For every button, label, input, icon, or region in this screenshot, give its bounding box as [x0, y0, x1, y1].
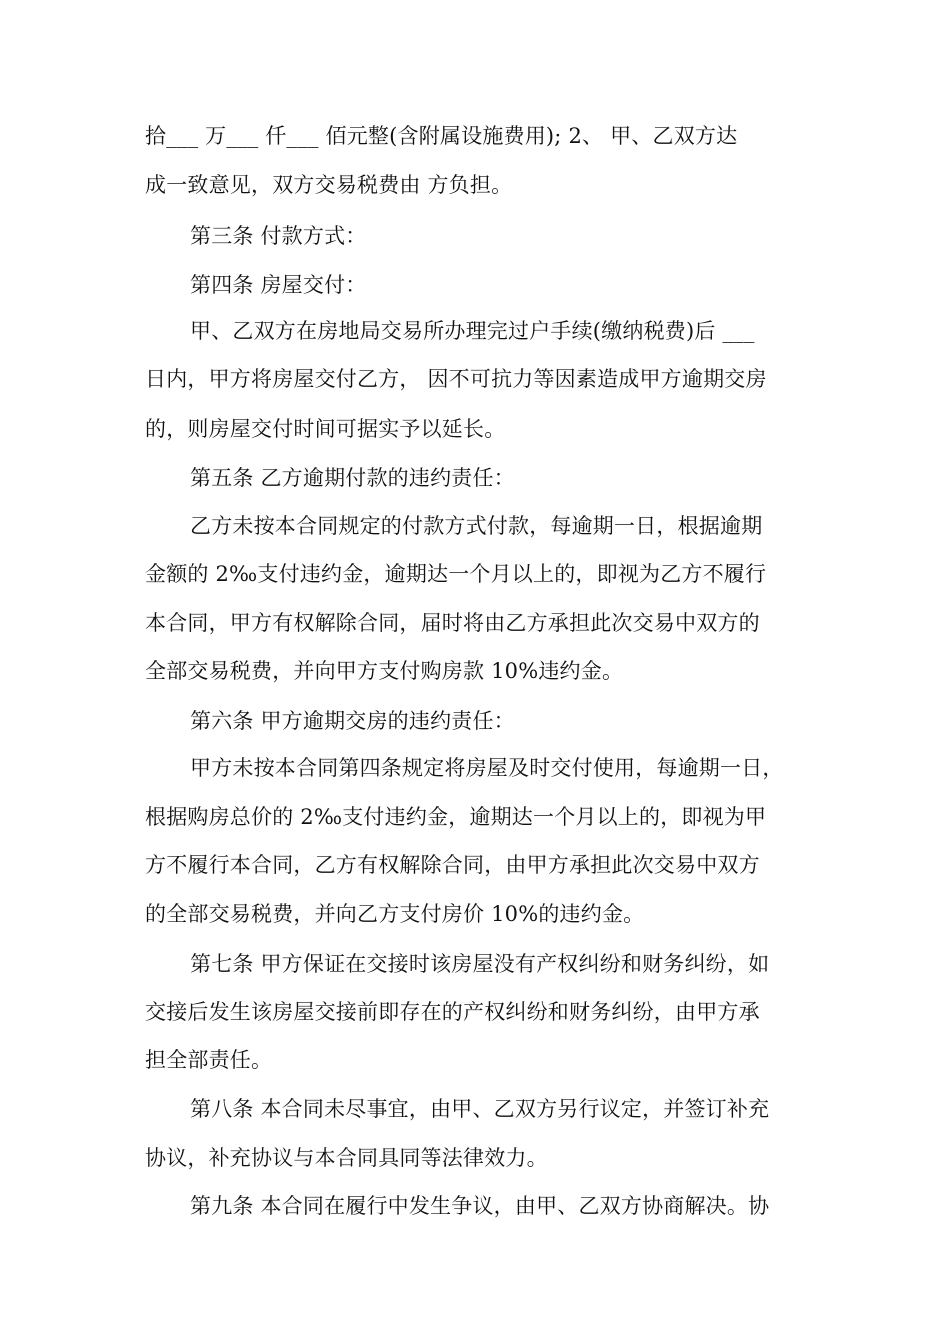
text-line: 金额的 2‰支付违约金，逾期达一个月以上的，即视为乙方不履行	[145, 562, 767, 586]
text-line: 成一致意见，双方交易税费由 方负担。	[145, 173, 513, 197]
article-heading: 第四条 房屋交付：	[190, 273, 367, 297]
text-line: 全部交易税费，并向甲方支付购房款 10%违约金。	[145, 659, 624, 683]
text-line: 拾___ 万___ 仟___ 佰元整(含附属设施费用); 2、 甲、乙双方达	[145, 124, 738, 148]
article-heading: 第九条 本合同在履行中发生争议，由甲、乙双方协商解决。协	[190, 1194, 770, 1218]
article-heading: 第六条 甲方逾期交房的违约责任：	[190, 709, 515, 733]
text-line: 方不履行本合同，乙方有权解除合同，由甲方承担此次交易中双方	[145, 853, 760, 877]
text-line: 甲、乙双方在房地局交易所办理完过户手续(缴纳税费)后 ___	[190, 319, 755, 343]
text-line: 的全部交易税费，并向乙方支付房价 10%的违约金。	[145, 902, 645, 926]
text-line: 的，则房屋交付时间可据实予以延长。	[145, 417, 506, 441]
text-line: 乙方未按本合同规定的付款方式付款，每逾期一日，根据逾期	[190, 514, 763, 538]
text-line: 日内，甲方将房屋交付乙方， 因不可抗力等因素造成甲方逾期交房	[145, 367, 767, 391]
text-line: 交接后发生该房屋交接前即存在的产权纠纷和财务纠纷，由甲方承	[145, 1000, 760, 1024]
text-line: 根据购房总价的 2‰支付违约金，逾期达一个月以上的，即视为甲	[145, 805, 767, 829]
article-heading: 第七条 甲方保证在交接时该房屋没有产权纠纷和财务纠纷，如	[190, 952, 770, 976]
text-line: 本合同，甲方有权解除合同，届时将由乙方承担此次交易中双方的	[145, 611, 760, 635]
article-heading: 第八条 本合同未尽事宜，由甲、乙双方另行议定，并签订补充	[190, 1097, 770, 1121]
article-heading: 第五条 乙方逾期付款的违约责任：	[190, 466, 515, 490]
text-line: 甲方未按本合同第四条规定将房屋及时交付使用，每逾期一日，	[190, 756, 784, 780]
article-heading: 第三条 付款方式：	[190, 224, 367, 248]
text-line: 担全部责任。	[145, 1048, 273, 1072]
text-line: 协议，补充协议与本合同具同等法律效力。	[145, 1146, 548, 1170]
